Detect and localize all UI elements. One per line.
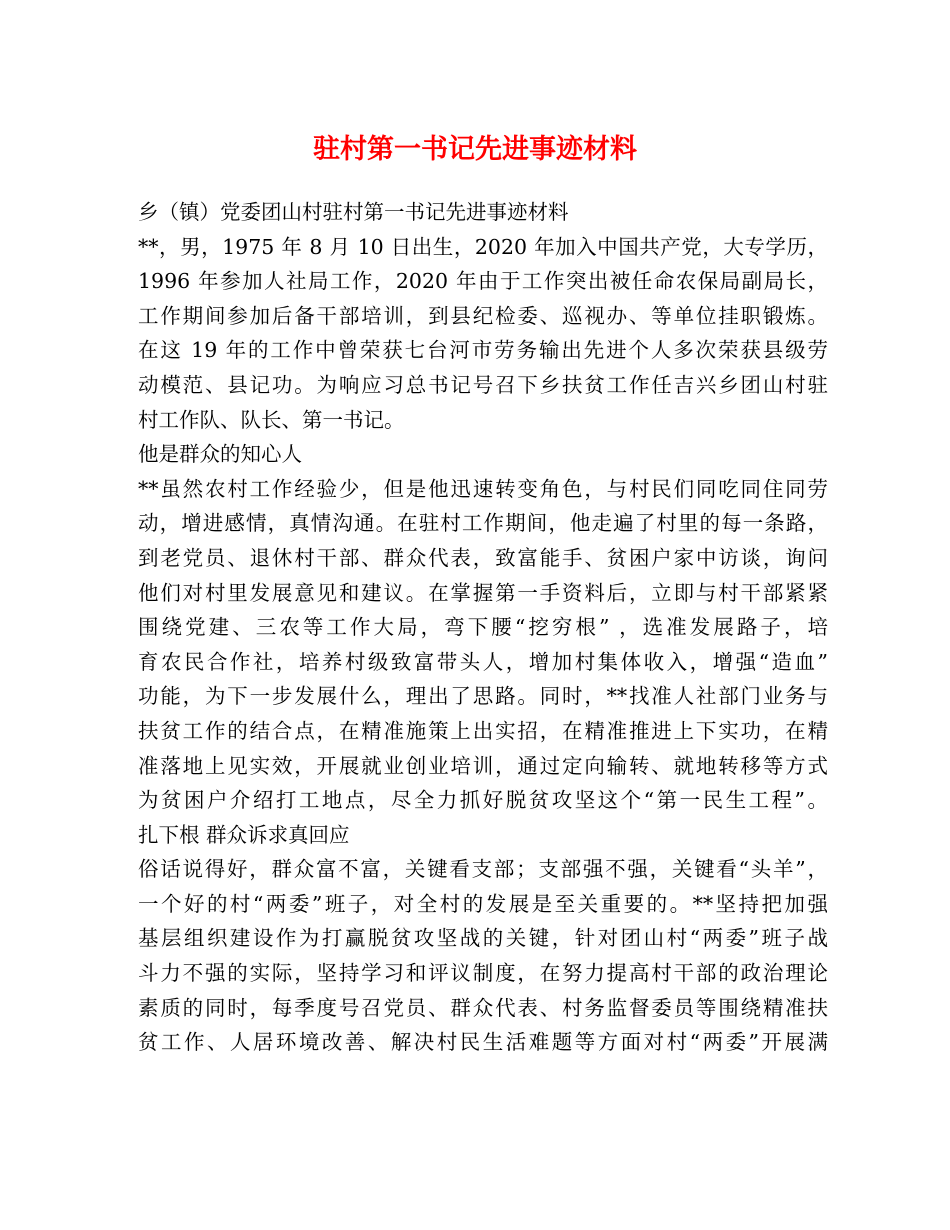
body-line: 扶贫工作的结合点，在精准施策上出实招，在精准推进上下实功，在精	[138, 718, 828, 743]
body-line: 动，增进感情，真情沟通。在驻村工作期间，他走遍了村里的每一条路，	[138, 511, 828, 536]
body-line: 为贫困户介绍打工地点，尽全力抓好脱贫攻坚这个“第一民生工程”。	[138, 788, 828, 813]
body-line: **虽然农村工作经验少，但是他迅速转变角色，与村民们同吃同住同劳	[138, 476, 828, 501]
body-line: 在这 19 年的工作中曾荣获七台河市劳务输出先进个人多次荣获县级劳	[138, 338, 828, 363]
body-line: 素质的同时，每季度号召党员、群众代表、村务监督委员等围绕精准扶	[138, 995, 828, 1020]
body-line: 工作期间参加后备干部培训，到县纪检委、巡视办、等单位挂职锻炼。	[138, 303, 828, 328]
body-line: 围绕党建、三农等工作大局，弯下腰“挖穷根” ，选准发展路子，培	[138, 615, 828, 640]
section-heading: 他是群众的知心人	[138, 442, 302, 467]
body-line: 一个好的村“两委”班子，对全村的发展是至关重要的。**坚持把加强	[138, 891, 828, 916]
body-line: 动模范、县记功。为响应习总书记号召下乡扶贫工作任吉兴乡团山村驻	[138, 372, 828, 397]
section-heading: 扎下根 群众诉求真回应	[138, 822, 350, 847]
body-line: 到老党员、退休村干部、群众代表，致富能手、贫困户家中访谈，询问	[138, 545, 828, 570]
document-body	[138, 195, 828, 1060]
body-line: 村工作队、队长、第一书记。	[138, 407, 405, 432]
body-line: 基层组织建设作为打赢脱贫攻坚战的关键，针对团山村“两委”班子战	[138, 926, 828, 951]
body-line: **，男，1975 年 8 月 10 日出生，2020 年加入中国共产党，大专学历，	[138, 234, 828, 259]
body-line: 他们对村里发展意见和建议。在掌握第一手资料后，立即与村干部紧紧	[138, 580, 828, 605]
body-line: 功能，为下一步发展什么，理出了思路。同时，**找准人社部门业务与	[138, 684, 828, 709]
body-line: 贫工作、人居环境改善、解决村民生活难题等方面对村“两委”开展满	[138, 1030, 828, 1055]
body-line: 俗话说得好，群众富不富，关键看支部；支部强不强，关键看“头羊”，	[138, 857, 828, 882]
body-line: 1996 年参加人社局工作，2020 年由于工作突出被任命农保局副局长，	[138, 269, 828, 294]
body-line: 育农民合作社，培养村级致富带头人，增加村集体收入，增强“造血”	[138, 649, 828, 674]
body-line: 乡（镇）党委团山村驻村第一书记先进事迹材料	[138, 200, 569, 224]
body-line: 准落地上见实效，开展就业创业培训，通过定向输转、就地转移等方式	[138, 753, 828, 778]
body-line: 斗力不强的实际，坚持学习和评议制度，在努力提高村干部的政治理论	[138, 961, 828, 986]
document-title: 驻村第一书记先进事迹材料	[313, 134, 637, 165]
